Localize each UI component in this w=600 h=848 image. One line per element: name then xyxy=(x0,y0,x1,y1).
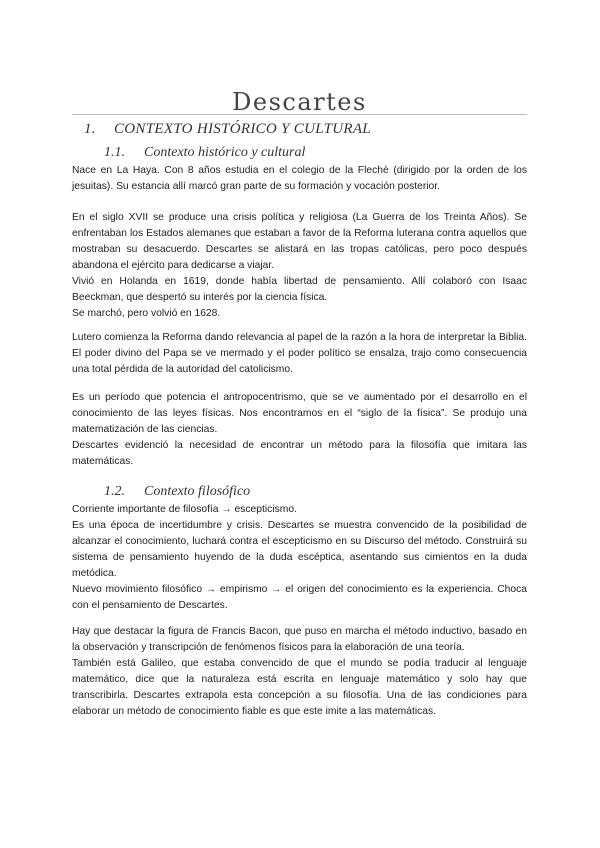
section-title: CONTEXTO HISTÓRICO Y CULTURAL xyxy=(114,121,371,137)
subsection-number-2: 1.2. xyxy=(104,484,125,499)
paragraph-text: Nace en La Haya. Con 8 años estudia en el colegio de la Flechè (dirigido por la orden de los jesuitas). Su estancia allí marcó gran parte de su formación y vocación posterior. xyxy=(72,165,527,192)
paragraph-text: Lutero comienza la Reforma dando relevancia al papel de la razón a la hora de interpretar la Biblia. El poder divino del Papa se ve mermado y el poder político se ensalza, trajo como consecuencia una total pérdida de la autoridad del catolicismo. xyxy=(72,332,527,375)
paragraph-4 xyxy=(72,390,527,470)
section-number: 1. xyxy=(84,121,96,137)
paragraph-text: También está Galileo, que estaba convencido de que el mundo se podía traducir al lenguaje matemático, dice que la naturaleza está escrita en lenguaje matemático y solo hay que transcribirla. Descartes extrapola esta concepción a su filosofía. Una de las condiciones para elaborar un método de conocimiento fiable es que este imite a las matemáticas. xyxy=(72,658,527,717)
page-title: Descartes xyxy=(232,88,367,117)
paragraph-text: Hay que destacar la figura de Francis Bacon, que puso en marcha el método inductivo, basado en la observación y transcripción de fenómenos físicos para la elaboración de una teoría. xyxy=(72,626,527,653)
paragraph-text: Es un período que potencia el antropocentrismo, que se ve aumentado por el desarrollo en el conocimiento de las leyes físicas. Nos encontramos en el “siglo de la física”. Se produjo una matematización de las ciencias. xyxy=(72,392,527,435)
paragraph-text: Vivió en Holanda en 1619, donde había libertad de pensamiento. Allí colaboró con Isaac Beeckman, que despertó su interés por la ciencia física. xyxy=(72,276,527,303)
paragraph-2 xyxy=(72,210,527,322)
paragraph-text: Se marchó, pero volvió en 1628. xyxy=(72,308,221,319)
paragraph-text: Descartes evidenció la necesidad de encontrar un método para la filosofía que imitara las matemáticas. xyxy=(72,440,527,467)
paragraph-6 xyxy=(72,624,527,720)
paragraph-1 xyxy=(72,163,527,195)
subsection-number-1: 1.1. xyxy=(104,145,125,160)
paragraph-3 xyxy=(72,330,527,378)
paragraph-text: Nuevo movimiento filosófico → empirismo → el origen del conocimiento es la experiencia. Choca con el pensamiento de Descartes. xyxy=(72,584,527,611)
paragraph-text: En el siglo XVII se produce una crisis política y religiosa (La Guerra de los Treinta Años). Se enfrentaban los Estados alemanes que estaban a favor de la Reforma luterana contra aquellos que mostraban su desacuerdo. Descartes se alistará en las tropas católicas, pero poco después abandona el ejército para dedicarse a viajar. xyxy=(72,212,527,271)
paragraph-text: Corriente importante de filosofía → escepticismo. xyxy=(72,504,297,515)
subsection-heading-2 xyxy=(104,484,250,500)
subsection-title-1: Contexto histórico y cultural xyxy=(144,145,306,160)
paragraph-text: Es una época de incertidumbre y crisis. Descartes se muestra convencido de la posibilidad de alcanzar el conocimiento, luchará contra el escepticismo en su Discurso del método. Construirá su sistema de pensamiento huyendo de la duda escéptica, asentando sus cimientos en la duda metódica. xyxy=(72,520,527,579)
paragraph-5 xyxy=(72,502,527,614)
subsection-title-2: Contexto filosófico xyxy=(144,484,251,499)
subsection-heading-1 xyxy=(104,145,305,161)
section-heading xyxy=(84,121,371,138)
title-divider xyxy=(72,114,527,115)
